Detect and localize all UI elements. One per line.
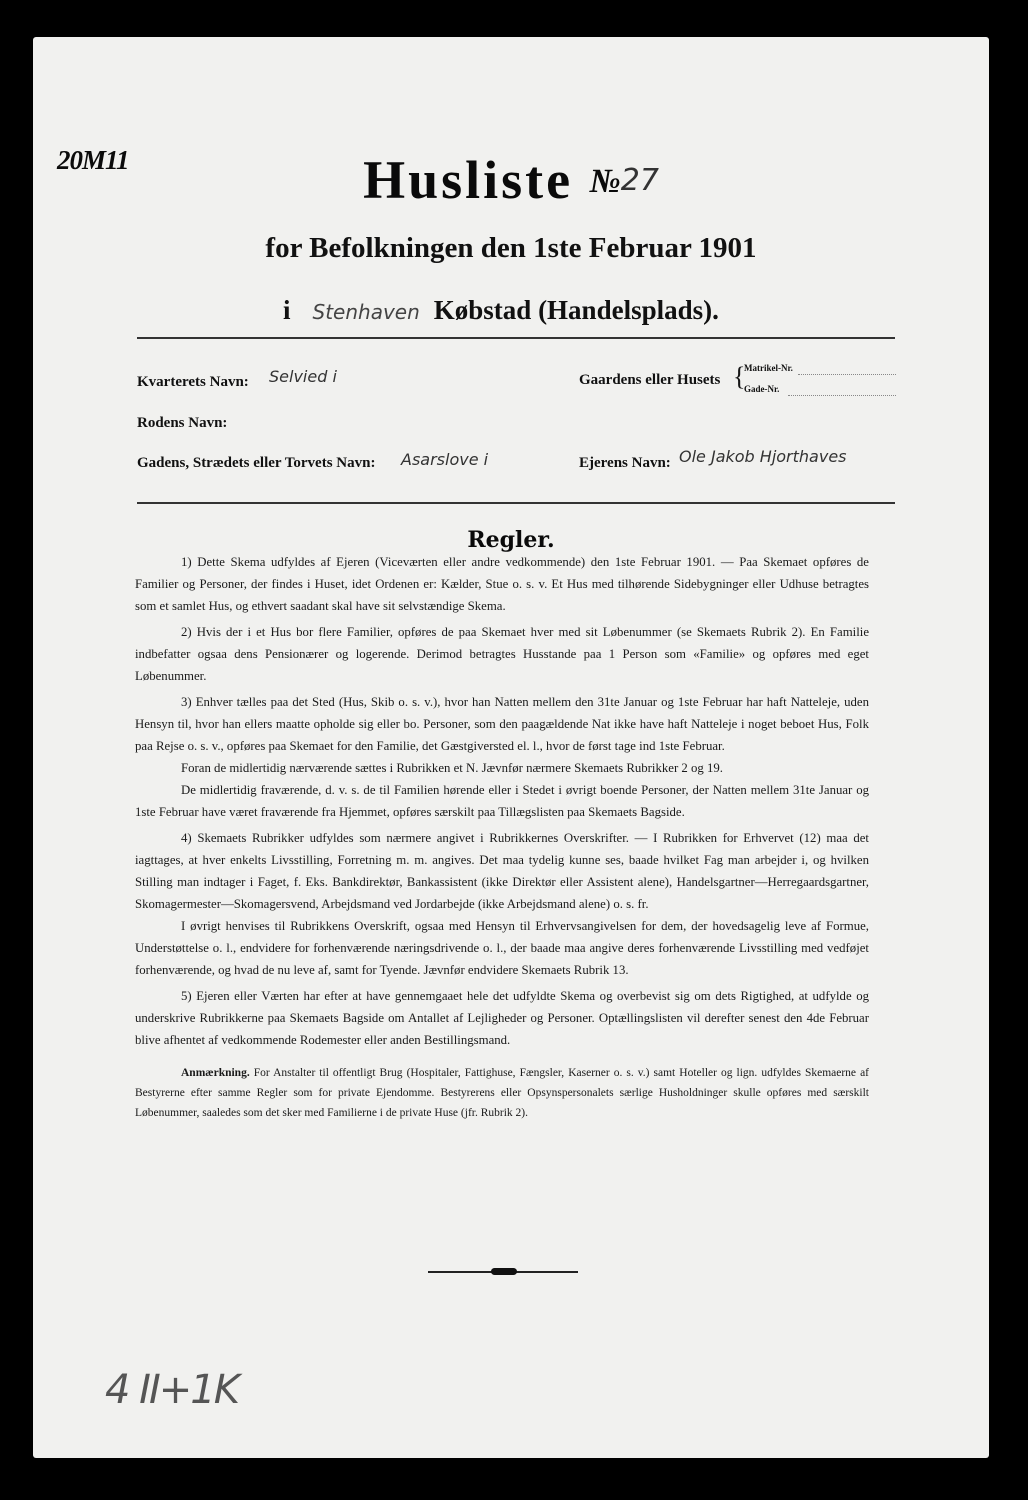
form-title	[33, 149, 989, 211]
ornament-center	[491, 1268, 517, 1275]
kvarter-label: Kvarterets Navn:	[137, 374, 249, 390]
rule-3: 3) Enhver tælles paa det Sted (Hus, Skib o. s. v.), hvor han Natten mellem den 31te Januar og 1ste Februar har haft Natteleje, uden Hensyn til, hvor han ellers maatte opholde sig eller bo. Personer, som den paagældende Nat ikke have haft Natteleje i noget beboet Hus, Folk paa Rejse o. s. v., opføres paa Skemaet for den Familie, det Gæstgiversted el. l., hvor de først tage ind 1ste Februar.	[135, 695, 869, 753]
ejer-value: Ole Jakob Hjorthaves	[679, 447, 847, 466]
house-number: 27	[620, 163, 659, 198]
rule-3b: Foran de midlertidig nærværende sættes i Rubrikken et N. Jævnfør nærmere Skemaets Rubrikker 2 og 19.	[181, 761, 724, 775]
gadenr-label: Gade-Nr.	[744, 384, 780, 394]
top-rule	[137, 337, 895, 339]
annotation-label: Anmærkning.	[181, 1067, 250, 1079]
annotation	[135, 1063, 869, 1123]
rule-4b: I øvrigt henvises til Rubrikkens Overskrift, ogsaa med Hensyn til Erhvervsangivelsen for dem, der hovedsagelig leve af Formue, Understøttelse o. l., endvidere for forhenværende næringsdrivende o. l., der baade maa angive deres forhenværende Livsstilling med vedføjet forhenværende, og hvad de nu leve af, samt for Tyende. Jævnfør endvidere Skemaets Rubrik 13.	[135, 919, 869, 977]
gade-label: Gadens, Strædets eller Torvets Navn:	[137, 455, 376, 471]
title-text: Husliste	[363, 150, 574, 210]
number-prefix: №	[589, 163, 621, 200]
rules-body	[135, 551, 869, 1127]
rule-3c: De midlertidig fraværende, d. v. s. de til Familien hørende eller i Stedet i øvrigt boende Personer, der Natten mellem 31te Januar og 1ste Februar have været fraværende fra Hjemmet, opføres særskilt paa Tillægslisten paa Skemaets Bagside.	[135, 783, 869, 819]
rule-2: 2) Hvis der i et Hus bor flere Familier, opføres de paa Skemaet hver med sit Løbenummer (se Skemaets Rubrik 2). En Familie indbefatter ogsaa dens Pensionærer og logerende. Derimod betragtes Husstande paa 1 Person som «Familie» og opføres med eget Løbenummer.	[135, 625, 869, 683]
gade-value: Asarslove i	[401, 450, 489, 469]
rule-1: 1) Dette Skema udfyldes af Ejeren (Viceværten eller andre vedkommende) den 1ste Februar 1901. — Paa Skemaet opføres de Familier og Personer, der findes i Huset, idet Ordenen er: Kælder, Stue o. s. v. Et Hus med tilhørende Sidebygninger eller Udhuse betragtes som et samlet Hus, og ethvert saadant skal have sit selvstændige Skema.	[135, 555, 869, 613]
ejer-label: Ejerens Navn:	[579, 455, 671, 471]
town-name: Stenhaven	[312, 300, 420, 324]
kvarter-value: Selvied i	[269, 367, 337, 386]
town-prefix: i	[283, 295, 291, 325]
rule-4: 4) Skemaets Rubrikker udfyldes som nærmere angivet i Rubrikkernes Overskrifter. — I Rubrikken for Erhvervet (12) maa det iagttages, at hver enkelts Livsstilling, Forretning m. m. angives. Det maa tydelig kunne ses, baade hvilket Fag man arbejder i, og hvilken Stilling man indtager i Faget, f. Eks. Bankdirektør, Bankassistent (ikke Direktør eller Assistent alene), Handelsgartner—Herregaardsgartner, Skomagermester—Skomagersvend, Arbejdsmand ved Jordarbejde (ikke Arbejdsmand alene) o. s. fr.	[135, 831, 869, 911]
gadenr-line	[788, 395, 896, 396]
form-subtitle: for Befolkningen den 1ste Februar 1901	[265, 232, 757, 264]
brace: {	[733, 362, 746, 391]
rule-5: 5) Ejeren eller Værten har efter at have gennemgaaet hele det udfyldte Skema og overbevist sig om dets Rigtighed, at udfylde og underskrive Rubrikkerne paa Skemaets Bagside om Antallet af Lejligheder og Personer. Optællingslisten vil derefter senest den 4de Februar blive afhentet af vedkommende Rodemester eller anden Bestillingsmand.	[135, 989, 869, 1047]
rode-label: Rodens Navn:	[137, 415, 228, 431]
town-line	[283, 295, 719, 326]
document-page	[33, 37, 989, 1458]
regler-heading: Regler.	[467, 527, 555, 553]
archive-stamp: 20M11	[57, 145, 129, 175]
town-type: Købstad (Handelsplads).	[433, 295, 719, 325]
gaard-label: Gaardens eller Husets	[579, 372, 721, 388]
matrikel-label: Matrikel-Nr.	[744, 363, 793, 373]
handwritten-note: 4 II+1K	[105, 1367, 238, 1413]
matrikel-line	[798, 374, 896, 375]
annotation-text: For Anstalter til offentligt Brug (Hospitaler, Fattighuse, Fængsler, Kaserner o. s. v.) samt Hoteller og lign. udfyldes Skemaerne af Bestyrerne efter samme Regler som for private Ejendomme. Bestyrerens eller Opsynspersonalets særlige Husholdninger skulle opføres med særskilt Løbenummer, saaledes som det sker med Familierne i de private Huse (jfr. Rubrik 2).	[135, 1067, 870, 1119]
middle-rule	[137, 502, 895, 504]
